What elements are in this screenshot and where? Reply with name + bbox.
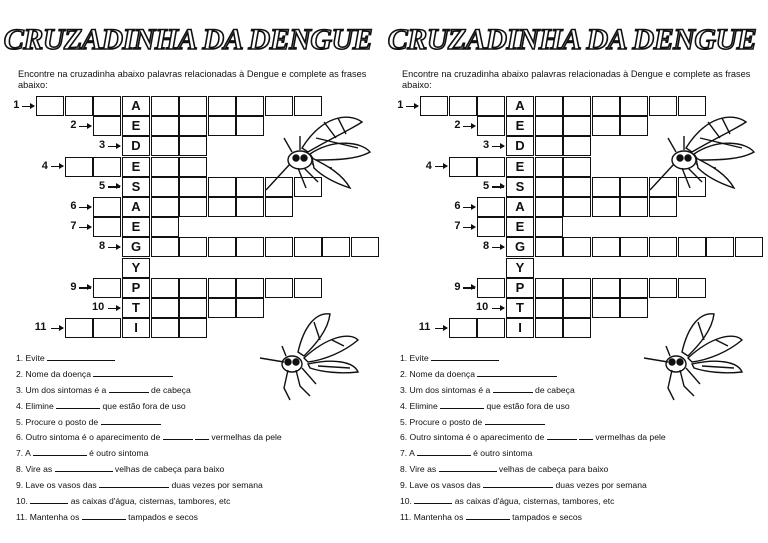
row-number: 6 (454, 200, 461, 212)
crossword-cell[interactable] (151, 217, 179, 237)
question-item (16, 430, 376, 446)
question-text: 8. Vire as (16, 464, 55, 475)
crossword-key-cell[interactable]: S (506, 177, 534, 197)
crossword-cell[interactable] (563, 96, 591, 116)
question-item (16, 478, 376, 494)
answer-blank[interactable] (440, 399, 484, 409)
crossword-cell[interactable] (179, 298, 207, 318)
row-arrow-icon (463, 207, 475, 208)
answer-blank[interactable] (93, 367, 173, 377)
row-number: 1 (397, 99, 404, 111)
crossword-cell[interactable] (179, 157, 207, 177)
crossword-cell[interactable] (208, 237, 236, 257)
crossword-cell[interactable] (65, 96, 93, 116)
crossword-cell[interactable] (236, 237, 264, 257)
answer-blank[interactable] (417, 446, 471, 456)
crossword-cell[interactable] (179, 116, 207, 136)
question-text: 11. Mantenha os (16, 511, 82, 522)
row-arrow-icon (492, 146, 504, 147)
crossword-cell[interactable] (678, 278, 706, 298)
row-number: 2 (454, 119, 461, 132)
crossword-cell[interactable] (208, 298, 236, 318)
answer-blank[interactable] (82, 510, 126, 520)
question-text: 2. Nome da doença (400, 368, 478, 379)
crossword-cell[interactable] (208, 177, 236, 197)
question-text: 1. Evite (400, 353, 432, 363)
question-suffix: velhas de cabeça para baixo (496, 464, 609, 475)
crossword-cell[interactable] (649, 237, 677, 257)
crossword-cell[interactable] (592, 177, 620, 197)
answer-blank[interactable] (163, 430, 193, 440)
crossword-key-cell[interactable]: D (122, 136, 150, 156)
crossword-cell[interactable] (563, 136, 591, 156)
crossword-key-cell[interactable]: G (506, 237, 534, 257)
crossword-cell[interactable] (620, 177, 648, 197)
crossword-cell[interactable] (151, 96, 179, 116)
svg-text:CRUZADINHA DA DENGUE: CRUZADINHA DA DENGUE (3, 23, 373, 56)
answer-blank[interactable] (414, 494, 452, 504)
row-number: 6 (70, 200, 77, 212)
question-suffix: de cabeça (532, 384, 575, 395)
crossword-cell[interactable] (151, 136, 179, 156)
row-arrow-icon (108, 186, 120, 187)
crossword-cell[interactable] (179, 177, 207, 197)
row-arrow-icon (108, 308, 120, 309)
crossword-cell[interactable] (36, 96, 64, 116)
answer-blank[interactable] (55, 462, 113, 472)
crossword-cell[interactable] (735, 237, 763, 257)
crossword-cell[interactable] (236, 278, 264, 298)
row-arrow-icon (79, 227, 91, 228)
crossword-cell[interactable] (179, 96, 207, 116)
row-number: 5 (483, 179, 490, 192)
question-text: 11. Mantenha os (400, 511, 466, 522)
row-number: 4 (41, 159, 48, 172)
question-suffix: vermelhas da pele (593, 432, 666, 443)
crossword-key-cell[interactable]: P (506, 278, 534, 298)
instructions: Encontre na cruzadinha abaixo palavras relacionadas à Dengue e complete as frases abaixo: (402, 69, 751, 90)
crossword-cell[interactable] (535, 278, 563, 298)
crossword-cell[interactable] (563, 298, 591, 318)
row-arrow-icon (492, 247, 504, 248)
crossword-key-cell[interactable]: A (506, 96, 534, 116)
answer-blank[interactable] (439, 462, 497, 472)
crossword-cell[interactable] (151, 197, 179, 217)
crossword-cell[interactable] (535, 136, 563, 156)
crossword-key-cell[interactable]: Y (506, 258, 534, 278)
row-number: 5 (99, 179, 106, 192)
question-suffix: as caixas d'água, cisternas, tambores, etc (68, 496, 231, 507)
crossword-key-cell[interactable]: E (122, 116, 150, 136)
crossword-key-cell[interactable]: I (122, 318, 150, 338)
question-text: 6. Outro sintoma é o aparecimento de (400, 432, 547, 443)
crossword-cell[interactable] (151, 298, 179, 318)
row-number: 8 (99, 240, 106, 253)
answer-blank[interactable] (195, 430, 209, 440)
question-item (400, 399, 760, 415)
answer-blank[interactable] (47, 351, 115, 361)
crossword-cell[interactable] (93, 278, 121, 298)
crossword-cell[interactable] (563, 278, 591, 298)
crossword-cell[interactable] (535, 237, 563, 257)
mosquito-illustration-icon (646, 108, 756, 196)
answer-blank[interactable] (56, 399, 100, 409)
crossword-cell[interactable] (620, 237, 648, 257)
answer-blank[interactable] (99, 478, 169, 488)
crossword-cell[interactable] (65, 318, 93, 338)
question-item (16, 462, 376, 478)
answer-blank[interactable] (477, 367, 557, 377)
row-arrow-icon (435, 328, 447, 329)
crossword-cell[interactable] (294, 278, 322, 298)
question-item (400, 510, 760, 526)
row-number: 9 (454, 280, 461, 293)
crossword-cell[interactable] (151, 157, 179, 177)
crossword-cell[interactable] (93, 96, 121, 116)
row-number: 7 (70, 220, 77, 233)
question-text: 5. Procure o posto de (400, 416, 485, 427)
question-item (16, 367, 376, 383)
question-item (400, 478, 760, 494)
crossword-cell[interactable] (563, 197, 591, 217)
row-arrow-icon (463, 126, 475, 127)
crossword-cell[interactable] (208, 278, 236, 298)
crossword-cell[interactable] (477, 157, 505, 177)
row-number: 8 (483, 240, 490, 253)
crossword-cell[interactable] (563, 237, 591, 257)
row-arrow-icon (51, 166, 63, 167)
question-text: 6. Outro sintoma é o aparecimento de (16, 432, 163, 443)
crossword-key-cell[interactable]: I (506, 318, 534, 338)
crossword-cell[interactable] (265, 197, 293, 217)
row-number: 11 (34, 321, 47, 334)
worksheet-right (384, 0, 768, 543)
question-item (400, 430, 760, 446)
answer-blank[interactable] (493, 383, 533, 393)
question-item (400, 351, 760, 367)
question-item (400, 415, 760, 431)
crossword-cell[interactable] (563, 116, 591, 136)
row-arrow-icon (79, 287, 91, 288)
row-arrow-icon (79, 207, 91, 208)
question-text: 4. Elimine (16, 400, 57, 411)
svg-text:CRUZADINHA DA DENGUE: CRUZADINHA DA DENGUE (387, 23, 757, 56)
crossword-cell[interactable] (179, 237, 207, 257)
row-arrow-icon (51, 328, 63, 329)
crossword-key-cell[interactable]: G (122, 237, 150, 257)
row-arrow-icon (435, 166, 447, 167)
row-arrow-icon (108, 146, 120, 147)
crossword-cell[interactable] (151, 177, 179, 197)
crossword-cell[interactable] (563, 177, 591, 197)
mosquito-illustration-icon (262, 108, 372, 196)
crossword-cell[interactable] (449, 96, 477, 116)
row-arrow-icon (463, 227, 475, 228)
crossword-key-cell[interactable]: E (122, 217, 150, 237)
crossword-cell[interactable] (477, 96, 505, 116)
question-suffix: que estão fora de uso (484, 400, 570, 411)
crossword-cell[interactable] (535, 197, 563, 217)
row-arrow-icon (492, 308, 504, 309)
question-text: 4. Elimine (400, 400, 441, 411)
question-item (16, 510, 376, 526)
answer-blank[interactable] (547, 430, 577, 440)
row-number: 7 (454, 220, 461, 233)
question-suffix: duas vezes por semana (553, 480, 647, 491)
crossword-cell[interactable] (93, 197, 121, 217)
crossword-cell[interactable] (477, 197, 505, 217)
crossword-key-cell[interactable]: T (506, 298, 534, 318)
crossword-key-cell[interactable]: S (122, 177, 150, 197)
question-text: 3. Um dos sintomas é a (400, 384, 493, 395)
crossword-cell[interactable] (208, 197, 236, 217)
crossword-cell[interactable] (477, 278, 505, 298)
crossword-cell[interactable] (563, 318, 591, 338)
crossword-cell[interactable] (449, 318, 477, 338)
crossword-cell[interactable] (535, 157, 563, 177)
question-suffix: duas vezes por semana (169, 480, 263, 491)
crossword-cell[interactable] (477, 217, 505, 237)
row-arrow-icon (406, 106, 418, 107)
crossword-cell[interactable] (535, 177, 563, 197)
crossword-cell[interactable] (93, 217, 121, 237)
crossword-cell[interactable] (151, 278, 179, 298)
question-text: 5. Procure o posto de (16, 416, 101, 427)
crossword-cell[interactable] (449, 157, 477, 177)
row-arrow-icon (108, 247, 120, 248)
question-suffix: tampados e secos (509, 511, 582, 522)
crossword-cell[interactable] (265, 278, 293, 298)
crossword-key-cell[interactable]: E (506, 157, 534, 177)
question-text: 9. Lave os vasos das (400, 480, 484, 491)
row-number: 3 (483, 139, 490, 152)
question-item (400, 446, 760, 462)
row-number: 10 (476, 301, 489, 313)
instructions: Encontre na cruzadinha abaixo palavras relacionadas à Dengue e complete as frases abaixo: (18, 69, 367, 90)
crossword-cell[interactable] (535, 96, 563, 116)
row-arrow-icon (463, 287, 475, 288)
question-item (400, 494, 760, 510)
crossword-cell[interactable] (294, 237, 322, 257)
question-suffix: que estão fora de uso (100, 400, 186, 411)
answer-blank[interactable] (30, 494, 68, 504)
crossword-key-cell[interactable]: A (122, 197, 150, 217)
question-suffix: velhas de cabeça para baixo (112, 464, 225, 475)
question-suffix: as caixas d'água, cisternas, tambores, etc (452, 496, 615, 507)
crossword-cell[interactable] (592, 116, 620, 136)
row-arrow-icon (492, 186, 504, 187)
question-item (16, 351, 376, 367)
crossword-cell[interactable] (151, 116, 179, 136)
answer-blank[interactable] (431, 351, 499, 361)
crossword-cell[interactable] (236, 96, 264, 116)
crossword-cell[interactable] (179, 318, 207, 338)
crossword-cell[interactable] (620, 278, 648, 298)
crossword-cell[interactable] (678, 237, 706, 257)
row-number: 2 (70, 119, 77, 132)
crossword-cell[interactable] (236, 177, 264, 197)
crossword-cell[interactable] (93, 157, 121, 177)
crossword-key-cell[interactable]: T (122, 298, 150, 318)
crossword-cell[interactable] (351, 237, 379, 257)
crossword-key-cell[interactable]: E (506, 217, 534, 237)
question-text: 1. Evite (16, 353, 48, 363)
question-item (16, 415, 376, 431)
question-suffix: é outro sintoma (470, 448, 533, 459)
crossword-cell[interactable] (151, 237, 179, 257)
crossword-cell[interactable] (649, 278, 677, 298)
question-suffix: vermelhas da pele (209, 432, 282, 443)
question-item (16, 446, 376, 462)
crossword-cell[interactable] (93, 318, 121, 338)
crossword-cell[interactable] (477, 318, 505, 338)
crossword-cell[interactable] (620, 96, 648, 116)
question-text: 9. Lave os vasos das (16, 480, 100, 491)
crossword-cell[interactable] (322, 237, 350, 257)
questions-list (16, 351, 376, 526)
crossword-cell[interactable] (535, 116, 563, 136)
answer-blank[interactable] (485, 415, 545, 425)
crossword-cell[interactable] (706, 237, 734, 257)
crossword-cell[interactable] (236, 116, 264, 136)
crossword-cell[interactable] (592, 237, 620, 257)
row-number: 3 (99, 139, 106, 152)
question-text: 2. Nome da doença (16, 368, 94, 379)
answer-blank[interactable] (466, 510, 510, 520)
answer-blank[interactable] (33, 446, 87, 456)
answer-blank[interactable] (579, 430, 593, 440)
row-number: 1 (13, 99, 20, 111)
crossword-key-cell[interactable]: E (506, 116, 534, 136)
row-number: 10 (92, 301, 105, 313)
crossword-cell[interactable] (179, 278, 207, 298)
questions-list (400, 351, 760, 526)
row-arrow-icon (22, 106, 34, 107)
question-item (16, 399, 376, 415)
question-text: 7. A (16, 448, 33, 459)
crossword-cell[interactable] (208, 96, 236, 116)
crossword-cell[interactable] (179, 136, 207, 156)
row-arrow-icon (79, 126, 91, 127)
crossword-cell[interactable] (265, 237, 293, 257)
crossword-cell[interactable] (592, 298, 620, 318)
question-item (16, 383, 376, 399)
question-text: 7. A (400, 448, 417, 459)
crossword-cell[interactable] (535, 298, 563, 318)
crossword-cell[interactable] (208, 116, 236, 136)
question-item (400, 462, 760, 478)
question-text: 10. (16, 496, 31, 507)
question-item (400, 367, 760, 383)
crossword-cell[interactable] (620, 116, 648, 136)
row-number: 9 (70, 280, 77, 293)
row-number: 11 (418, 321, 431, 334)
crossword-key-cell[interactable]: P (122, 278, 150, 298)
crossword-cell[interactable] (93, 116, 121, 136)
crossword-cell[interactable] (592, 96, 620, 116)
crossword-cell[interactable] (620, 197, 648, 217)
crossword-cell[interactable] (563, 157, 591, 177)
question-suffix: é outro sintoma (86, 448, 149, 459)
question-item (400, 383, 760, 399)
crossword-cell[interactable] (477, 116, 505, 136)
answer-blank[interactable] (109, 383, 149, 393)
answer-blank[interactable] (101, 415, 161, 425)
crossword-cell[interactable] (420, 96, 448, 116)
crossword-cell[interactable] (592, 197, 620, 217)
crossword-cell[interactable] (535, 217, 563, 237)
crossword-key-cell[interactable]: A (122, 96, 150, 116)
crossword-key-cell[interactable]: A (506, 197, 534, 217)
crossword-cell[interactable] (592, 278, 620, 298)
question-item (16, 494, 376, 510)
question-suffix: de cabeça (148, 384, 191, 395)
crossword-key-cell[interactable]: E (122, 157, 150, 177)
crossword-key-cell[interactable]: Y (122, 258, 150, 278)
crossword-cell[interactable] (236, 197, 264, 217)
crossword-key-cell[interactable]: D (506, 136, 534, 156)
question-text: 10. (400, 496, 415, 507)
question-text: 8. Vire as (400, 464, 439, 475)
question-text: 3. Um dos sintomas é a (16, 384, 109, 395)
crossword-cell[interactable] (65, 157, 93, 177)
crossword-cell[interactable] (649, 197, 677, 217)
crossword-cell[interactable] (179, 197, 207, 217)
row-number: 4 (425, 159, 432, 172)
crossword-cell[interactable] (535, 318, 563, 338)
crossword-cell[interactable] (151, 318, 179, 338)
question-suffix: tampados e secos (125, 511, 198, 522)
answer-blank[interactable] (483, 478, 553, 488)
